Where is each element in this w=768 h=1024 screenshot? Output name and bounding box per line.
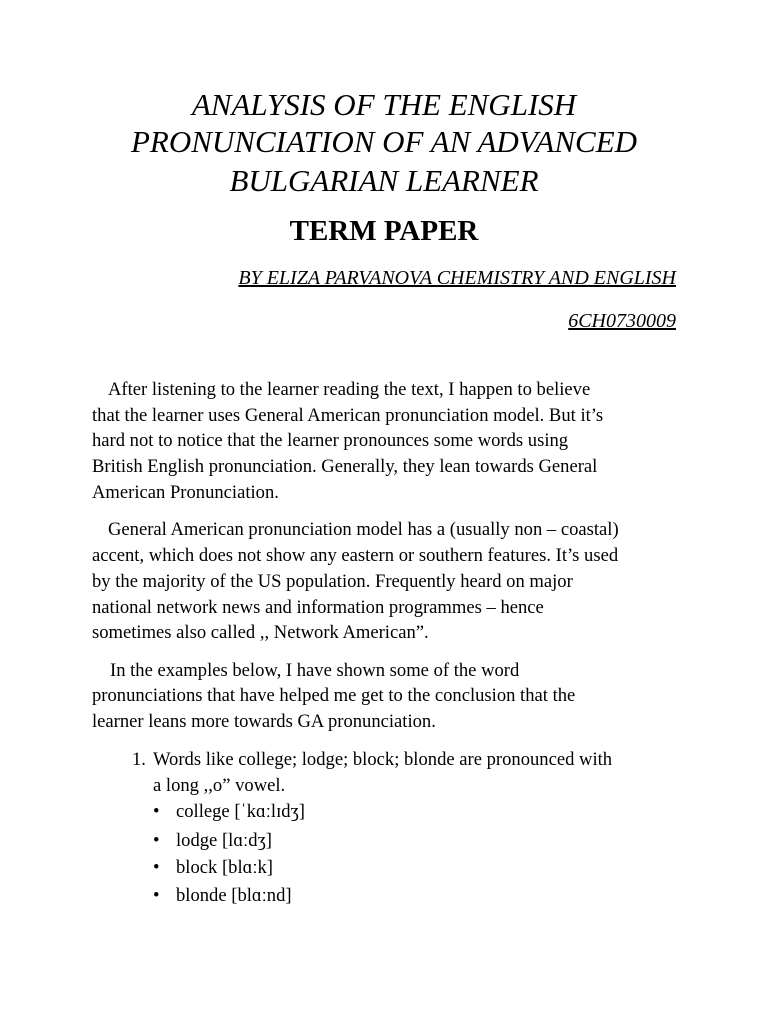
bullet-item-college: college [ˈkɑːlɪdʒ] [176, 801, 305, 822]
title-line-2: PRONUNCIATION OF AN ADVANCED [130, 124, 638, 159]
paragraph-1-line-1: After listening to the learner reading the text, I happen to believe [108, 379, 591, 400]
paragraph-1-line-3: hard not to notice that the learner pronounces some words using [92, 430, 569, 451]
bullet-icon: • [153, 801, 160, 822]
byline-author: BY ELIZA PARVANOVA CHEMISTRY AND ENGLISH [238, 267, 676, 289]
paragraph-2-line-4: national network news and information programmes – hence [92, 597, 544, 618]
bullet-item-block: block [blɑːk] [176, 857, 273, 878]
paragraph-1-line-5: American Pronunciation. [92, 482, 279, 503]
paragraph-2-line-1: General American pronunciation model has a (usually non – coastal) [108, 519, 619, 540]
paragraph-1-line-2: that the learner uses General American pronunciation model. But it’s [92, 405, 604, 426]
bullet-icon: • [153, 885, 160, 906]
title-line-1: ANALYSIS OF THE ENGLISH [191, 87, 577, 122]
paragraph-1-line-4: British English pronunciation. Generally, they lean towards General [92, 456, 598, 477]
paragraph-2-line-3: by the majority of the US population. Frequently heard on major [92, 571, 573, 592]
list-item-line-1: Words like college; lodge; block; blonde are pronounced with [153, 749, 613, 770]
list-item-number: 1. [132, 749, 146, 770]
bullet-icon: • [153, 830, 160, 851]
subtitle: TERM PAPER [289, 215, 479, 247]
paragraph-2-line-2: accent, which does not show any eastern or southern features. It’s used [92, 545, 619, 566]
byline-id: 6CH0730009 [568, 310, 676, 332]
title-line-3: BULGARIAN LEARNER [229, 163, 539, 198]
bullet-icon: • [153, 857, 160, 878]
list-item-line-2: a long ,,o” vowel. [153, 775, 286, 796]
paragraph-3-line-2: pronunciations that have helped me get to the conclusion that the [92, 685, 576, 706]
paragraph-2-line-5: sometimes also called ,, Network American”. [92, 622, 429, 643]
bullet-item-lodge: lodge [lɑːdʒ] [176, 830, 272, 851]
bullet-item-blonde: blonde [blɑːnd] [176, 885, 292, 906]
paragraph-3-line-1: In the examples below, I have shown some of the word [110, 660, 520, 681]
paragraph-3-line-3: learner leans more towards GA pronunciation. [92, 711, 436, 732]
